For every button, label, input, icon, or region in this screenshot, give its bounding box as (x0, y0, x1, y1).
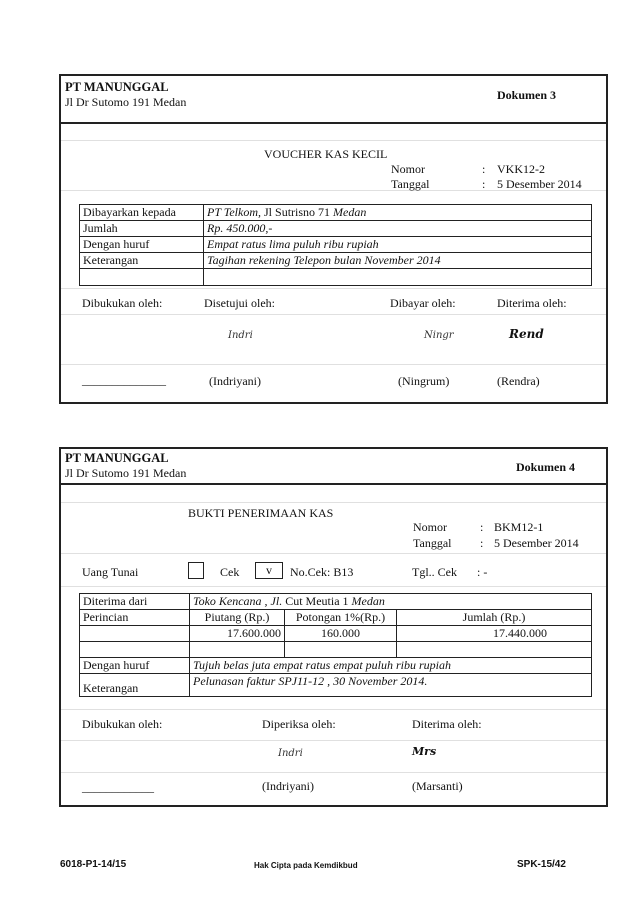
faint-line (61, 140, 606, 141)
faint-line (61, 364, 606, 365)
name-ningrum: (Ningrum) (398, 374, 450, 388)
row-value: Rp. 450.000,- (204, 221, 592, 237)
signature-ningr: Ningr (424, 330, 454, 341)
tgl-cek-label: Tgl.. Cek (412, 565, 457, 579)
tanggal-separator: : (482, 177, 486, 191)
faint-line (61, 314, 606, 315)
row-label: Dengan huruf (80, 237, 204, 253)
row-value: Toko Kencana , Jl. Cut Meutia 1 Medan (190, 594, 592, 610)
tgl-cek-value: : - (477, 565, 488, 579)
empty-cell (190, 642, 285, 658)
name-rendra: (Rendra) (497, 374, 540, 388)
row-value: Pelunasan faktur SPJ11-12 , 30 November 2014. (190, 674, 592, 697)
row-label: Perincian (80, 610, 190, 626)
column-header-potongan: Potongan 1%(Rp.) (285, 610, 397, 626)
company-address: Jl Dr Sutomo 191 Medan (65, 466, 187, 480)
table-row (80, 626, 592, 642)
faint-line (61, 740, 606, 741)
no-cek: No.Cek: B13 (290, 565, 354, 579)
potongan-value: 160.000 (285, 626, 397, 642)
faint-line (61, 772, 606, 773)
table-row (80, 642, 592, 658)
company-address: Jl Dr Sutomo 191 Medan (65, 95, 187, 109)
row-value: Empat ratus lima puluh ribu rupiah (204, 237, 592, 253)
footer-page: SPK-15/42 (517, 859, 566, 870)
faint-line (61, 709, 606, 710)
row-value: Tagihan rekening Telepon bulan November 2014 (204, 253, 592, 269)
footer-copyright: Hak Cipta pada Kemdikbud (254, 861, 358, 870)
name-indriyani: (Indriyani) (262, 779, 314, 793)
uang-tunai-label: Uang Tunai (82, 565, 139, 579)
nomor-value: VKK12-2 (497, 162, 545, 176)
tanggal-label: Tanggal (391, 177, 430, 191)
faint-line (61, 586, 606, 587)
row-label: Dibayarkan kepada (80, 205, 204, 221)
signature-blank-line: ______________ (82, 373, 166, 387)
signature-blank-line: ____________ (82, 780, 154, 794)
row-label: Keterangan (80, 253, 204, 269)
dibukukan-label: Dibukukan oleh: (82, 296, 163, 310)
voucher-title: VOUCHER KAS KECIL (264, 147, 388, 161)
company-name: PT MANUNGGAL (65, 80, 169, 94)
document-label: Dokumen 4 (516, 460, 576, 474)
column-header-jumlah: Jumlah (Rp.) (397, 610, 592, 626)
row-label: Keterangan (80, 674, 190, 697)
penerimaan-detail-table (79, 593, 592, 697)
jumlah-value: 17.440.000 (397, 626, 592, 642)
piutang-value: 17.600.000 (190, 626, 285, 642)
uang-tunai-checkbox[interactable] (188, 562, 204, 579)
row-value (204, 269, 592, 286)
header-divider (60, 483, 607, 485)
disetujui-label: Disetujui oleh: (204, 296, 275, 310)
row-label: Jumlah (80, 221, 204, 237)
signature-indri: Indri (278, 748, 303, 759)
tanggal-separator: : (480, 536, 484, 550)
row-label (80, 269, 204, 286)
document-label: Dokumen 3 (497, 88, 557, 102)
table-row (80, 253, 592, 269)
header-divider (60, 122, 607, 124)
name-indriyani: (Indriyani) (209, 374, 261, 388)
diperiksa-label: Diperiksa oleh: (262, 717, 336, 731)
empty-cell (397, 642, 592, 658)
table-row (80, 221, 592, 237)
dibukukan-label: Dibukukan oleh: (82, 717, 163, 731)
nomor-separator: : (480, 520, 484, 534)
company-name: PT MANUNGGAL (65, 451, 169, 465)
row-label: Diterima dari (80, 594, 190, 610)
tanggal-label: Tanggal (413, 536, 452, 550)
signature-rend: Rend (509, 327, 544, 341)
row-label (80, 626, 190, 642)
tanggal-value: 5 Desember 2014 (497, 177, 582, 191)
row-label (80, 642, 190, 658)
name-marsanti: (Marsanti) (412, 779, 463, 793)
nomor-separator: : (482, 162, 486, 176)
nomor-label: Nomor (413, 520, 447, 534)
table-row (80, 658, 592, 674)
column-header-piutang: Piutang (Rp.) (190, 610, 285, 626)
nomor-value: BKM12-1 (494, 520, 544, 534)
empty-cell (285, 642, 397, 658)
diterima-label: Diterima oleh: (497, 296, 567, 310)
voucher-detail-table (79, 204, 592, 286)
tanggal-value: 5 Desember 2014 (494, 536, 579, 550)
dibayar-label: Dibayar oleh: (390, 296, 456, 310)
row-value: PT Telkom, Jl Sutrisno 71 Medan (204, 205, 592, 221)
table-row (80, 674, 592, 697)
faint-line (61, 288, 606, 289)
check-mark: v (266, 563, 272, 577)
table-row (80, 205, 592, 221)
table-row (80, 269, 592, 286)
footer-code: 6018-P1-14/15 (60, 859, 127, 870)
diterima-label: Diterima oleh: (412, 717, 482, 731)
table-row (80, 594, 592, 610)
row-value: Tujuh belas juta empat ratus empat puluh ribu rupiah (190, 658, 592, 674)
bukti-title: BUKTI PENERIMAAN KAS (188, 506, 334, 520)
row-label: Dengan huruf (80, 658, 190, 674)
nomor-label: Nomor (391, 162, 425, 176)
signature-mrs: Mrs (412, 745, 437, 758)
table-row (80, 237, 592, 253)
cek-checkbox[interactable] (255, 562, 283, 579)
cek-label: Cek (220, 565, 240, 579)
faint-line (61, 553, 606, 554)
faint-line (61, 502, 606, 503)
signature-indri: Indri (228, 330, 253, 341)
table-row (80, 610, 592, 626)
